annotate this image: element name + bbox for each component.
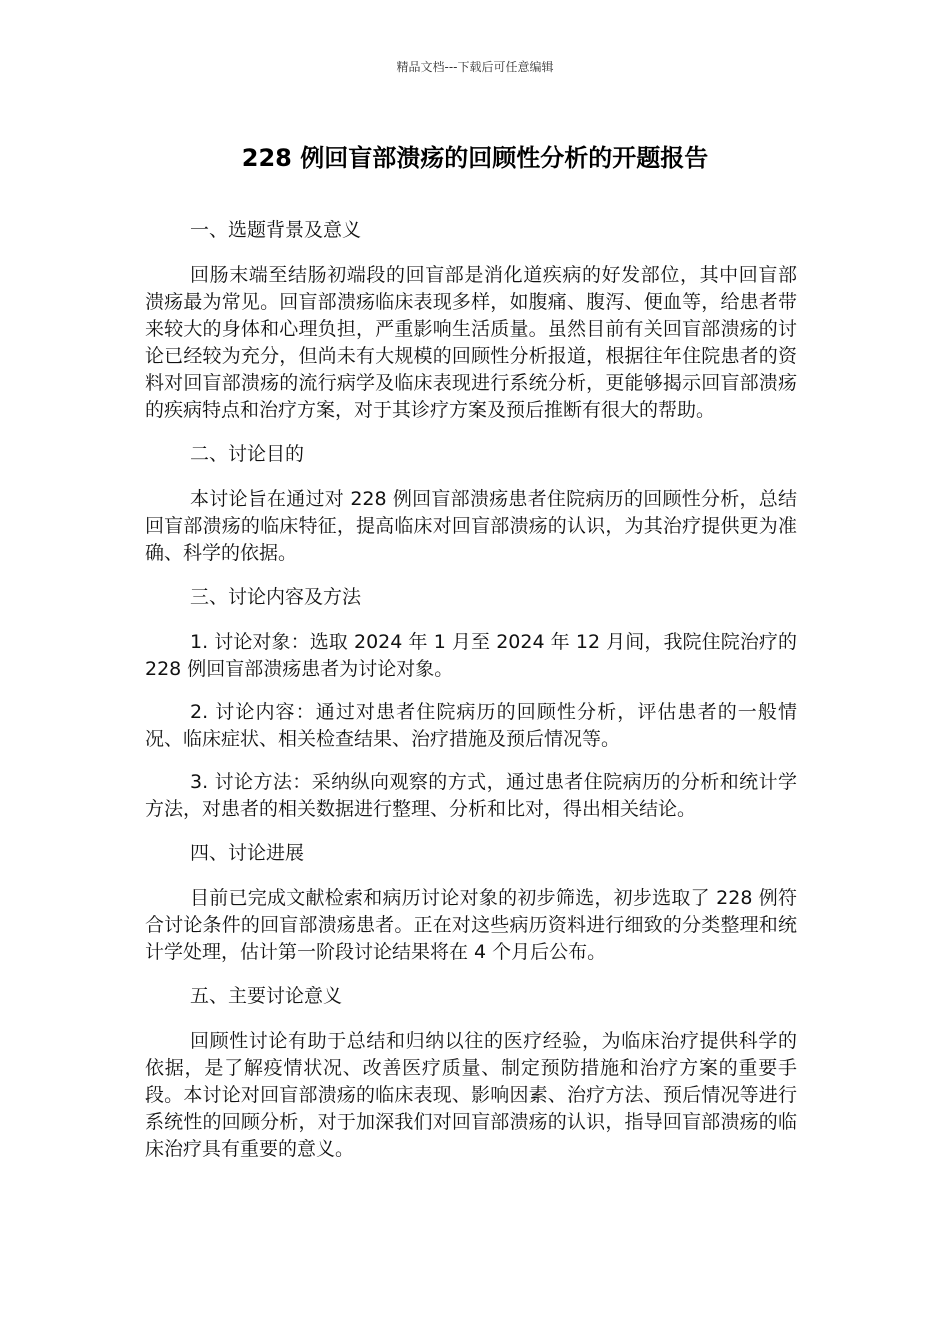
section-progress [145,839,797,966]
section-heading: 四、讨论进展 [190,842,305,864]
section-background [145,216,797,424]
section-heading: 五、主要讨论意义 [190,985,343,1007]
section-heading: 一、选题背景及意义 [190,219,362,241]
section-paragraph: 本讨论旨在通过对 228 例回盲部溃疡患者住院病历的回顾性分析，总结回盲部溃疡的临床特征，提高临床对回盲部溃疡的认识，为其治疗提供更为准确、科学的依据。 [145,488,797,564]
section-paragraph: 回顾性讨论有助于总结和归纳以往的医疗经验，为临床治疗提供科学的依据，是了解疫情状况、改善医疗质量、制定预防措施和治疗方案的重要手段。本讨论对回盲部溃疡的临床表现、影响因素、治疗方法、预后情况等进行系统性的回顾分析，对于加深我们对回盲部溃疡的认识，指导回盲部溃疡的临床治疗具有重要的意义。 [145,1030,797,1160]
section-paragraph: 3. 讨论方法：采纳纵向观察的方式，通过患者住院病历的分析和统计学方法，对患者的相关数据进行整理、分析和比对，得出相关结论。 [145,771,797,820]
section-paragraph: 回肠末端至结肠初端段的回盲部是消化道疾病的好发部位，其中回盲部溃疡最为常见。回盲部溃疡临床表现多样，如腹痛、腹泻、便血等，给患者带来较大的身体和心理负担，严重影响生活质量。虽然目前有关回盲部溃疡的讨论已经较为充分，但尚未有大规模的回顾性分析报道，根据往年住院患者的资料对回盲部溃疡的流行病学及临床表现进行系统分析，更能够揭示回盲部溃疡的疾病特点和治疗方案，对于其诊疗方案及预后推断有很大的帮助。 [145,264,797,421]
document-title: 228 例回盲部溃疡的回顾性分析的开题报告 [241,144,709,172]
section-heading: 三、讨论内容及方法 [190,586,362,608]
section-paragraph: 1. 讨论对象：选取 2024 年 1 月至 2024 年 12 月间，我院住院治疗的 228 例回盲部溃疡患者为讨论对象。 [145,631,797,680]
section-heading: 二、讨论目的 [190,443,305,465]
section-purpose [145,440,797,567]
document-body [145,216,797,1179]
section-content-methods [145,583,797,823]
section-paragraph: 2. 讨论内容：通过对患者住院病历的回顾性分析，评估患者的一般情况、临床症状、相关检查结果、治疗措施及预后情况等。 [145,701,797,750]
section-paragraph: 目前已完成文献检索和病历讨论对象的初步筛选，初步选取了 228 例符合讨论条件的回盲部溃疡患者。正在对这些病历资料进行细致的分类整理和统计学处理，估计第一阶段讨论结果将在 4 个月后公布。 [145,887,797,963]
section-significance [145,982,797,1163]
header-note: 精品文档---下载后可任意编辑 [396,60,554,74]
